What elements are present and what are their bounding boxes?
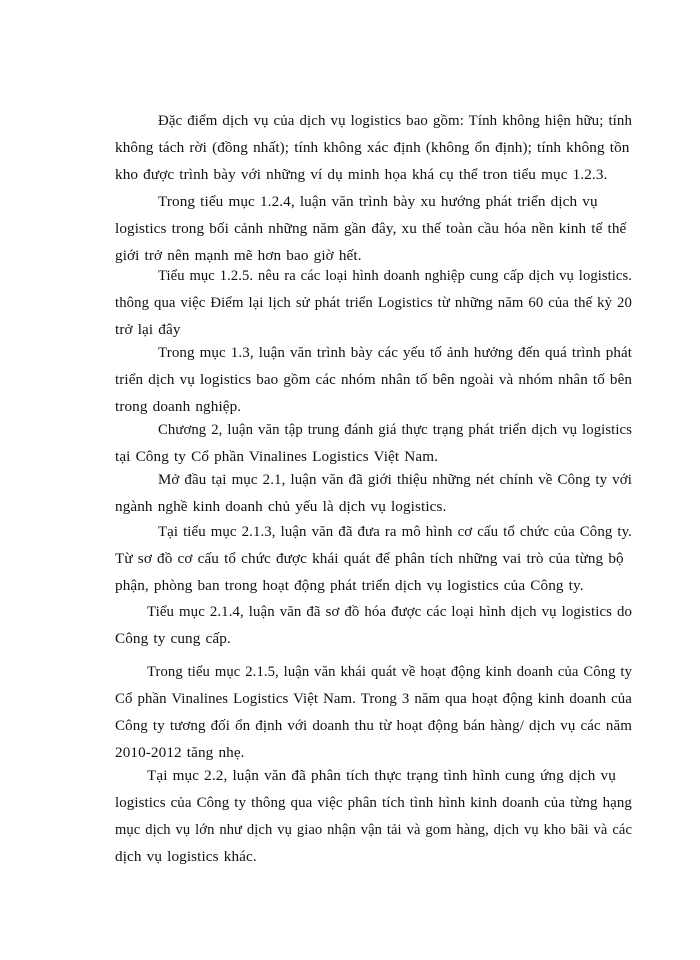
paragraph-line: tại Công ty Cổ phần Vinalines Logistics Việt Nam.: [115, 448, 439, 465]
paragraph-line: Công ty tương đối ổn định với doanh thu từ hoạt động bán hàng/ dịch vụ các năm: [115, 717, 632, 734]
paragraph-line: Trong mục 1.3, luận văn trình bày các yếu tố ảnh hưởng đến quá trình phát: [158, 344, 632, 361]
paragraph-line: Cổ phần Vinalines Logistics Việt Nam. Trong 3 năm qua hoạt động kinh doanh của: [115, 690, 632, 707]
paragraph-line: dịch vụ logistics khác.: [115, 848, 257, 865]
paragraph-6: [0, 466, 639, 520]
paragraph-line: Tại tiểu mục 2.1.3, luận văn đã đưa ra mô hình cơ cấu tổ chức của Công ty.: [158, 523, 632, 540]
paragraph-line: triển dịch vụ logistics bao gồm các nhóm nhân tố bên ngoài và nhóm nhân tố bên: [115, 371, 633, 388]
paragraph-line: Mở đầu tại mục 2.1, luận văn đã giới thiệu những nét chính về Công ty với: [158, 471, 633, 488]
paragraph-9: [0, 658, 650, 766]
paragraph-line: thông qua việc Điểm lại lịch sử phát triển Logistics từ những năm 60 của thế kỷ 20: [115, 294, 632, 311]
paragraph-line: 2010-2012 tăng nhẹ.: [115, 744, 245, 761]
paragraph-8: [0, 598, 643, 652]
paragraph-line: ngành nghề kinh doanh chủ yếu là dịch vụ logistics.: [115, 498, 447, 515]
paragraph-line: logistics trong bối cảnh những năm gần đây, xu thế toàn cầu hóa nền kinh tế thế: [115, 220, 627, 237]
paragraph-4: [0, 339, 638, 420]
paragraph-line: Trong tiểu mục 2.1.5, luận văn khái quát về hoạt động kinh doanh của Công ty: [147, 663, 633, 680]
paragraph-1: [0, 107, 641, 188]
paragraph-2: [0, 188, 626, 269]
paragraph-line: Tiểu mục 1.2.5. nêu ra các loại hình doanh nghiệp cung cấp dịch vụ logistics.: [158, 267, 633, 284]
paragraph-10: [0, 762, 655, 870]
paragraph-line: kho được trình bày với những ví dụ minh họa khá cụ thể tron tiểu mục 1.2.3.: [115, 166, 608, 183]
paragraph-line: mục dịch vụ lớn như dịch vụ giao nhận vận tải và gom hàng, dịch vụ kho bãi và các: [115, 821, 633, 838]
paragraph-line: Tiểu mục 2.1.4, luận văn đã sơ đồ hóa được các loại hình dịch vụ logistics do: [147, 603, 633, 620]
paragraph-line: trở lại đây: [115, 321, 181, 338]
paragraph-line: logistics của Công ty thông qua việc phân tích tình hình kinh doanh của từng hạng: [115, 794, 632, 811]
paragraph-line: Chương 2, luận văn tập trung đánh giá thực trạng phát triển dịch vụ logistics: [158, 421, 633, 438]
paragraph-line: Tại mục 2.2, luận văn đã phân tích thực trạng tình hình cung ứng dịch vụ: [147, 767, 616, 784]
paragraph-line: trong doanh nghiệp.: [115, 398, 242, 415]
paragraph-7: [0, 518, 642, 599]
paragraph-line: Đặc điểm dịch vụ của dịch vụ logistics bao gồm: Tính không hiện hữu; tính: [158, 112, 633, 129]
paragraph-5: [0, 416, 647, 470]
paragraph-line: Công ty cung cấp.: [115, 630, 231, 647]
paragraph-3: [0, 262, 652, 343]
paragraph-line: không tách rời (đồng nhất); tính không xác định (không ổn định); tính không tồn: [115, 139, 630, 156]
paragraph-line: Trong tiểu mục 1.2.4, luận văn trình bày xu hướng phát triển dịch vụ: [158, 193, 598, 210]
paragraph-line: giới trở nên mạnh mẽ hơn bao giờ hết.: [115, 247, 362, 264]
paragraph-line: phận, phòng ban trong hoạt động phát triển dịch vụ logistics của Công ty.: [115, 577, 584, 594]
paragraph-line: Từ sơ đồ cơ cấu tổ chức được khái quát để phân tích những vai trò của từng bộ: [115, 550, 624, 567]
